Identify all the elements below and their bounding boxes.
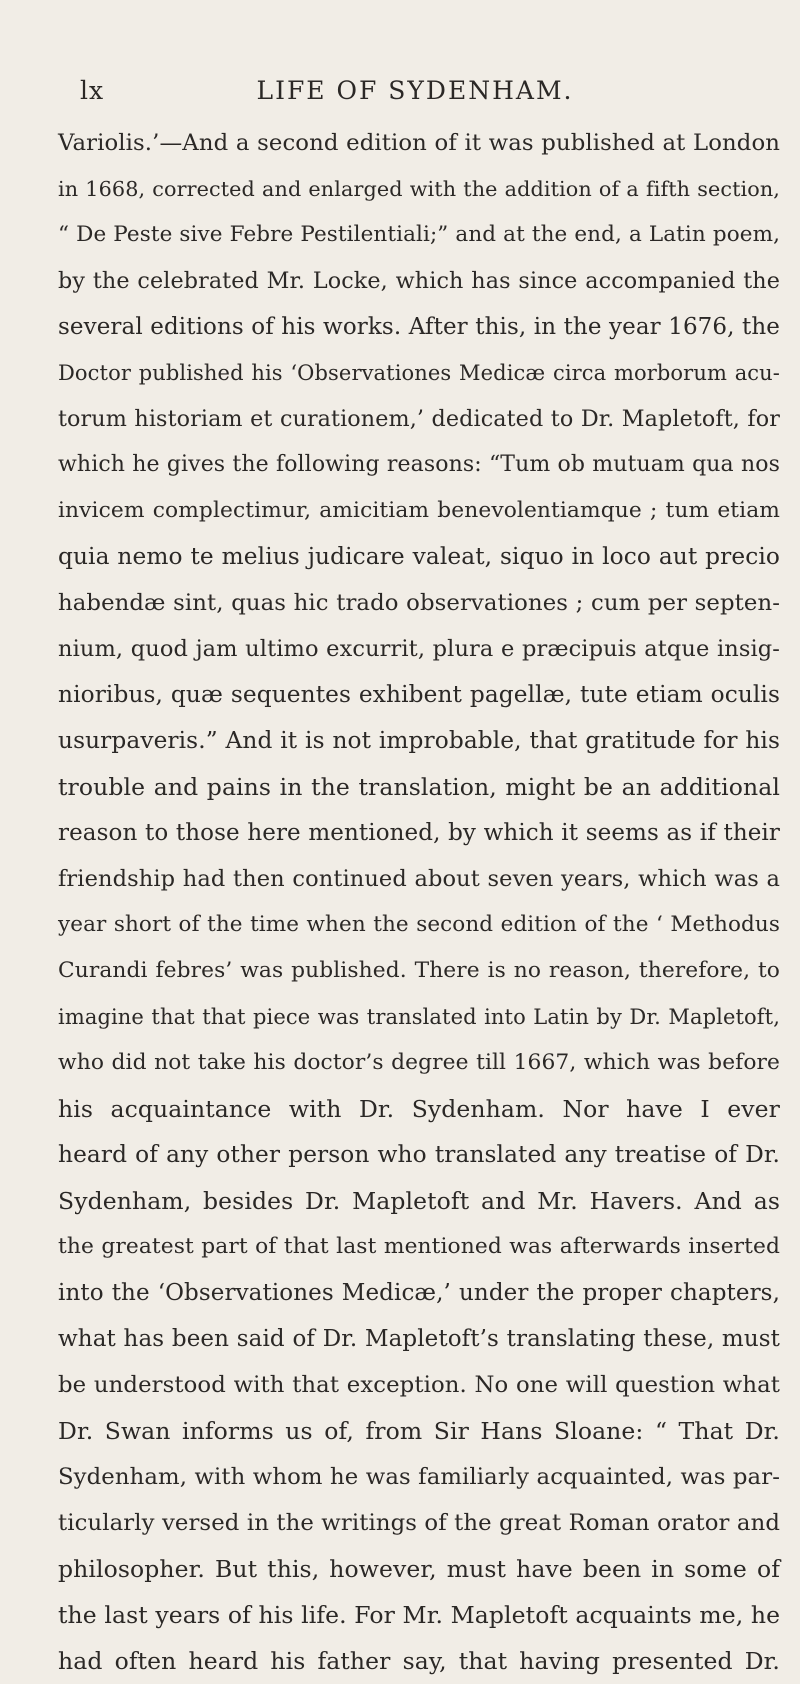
text-line: habendæ sint, quas hic trado observationes ; cum per septen- (58, 590, 780, 616)
text-line: be understood with that exception. No one will question what (58, 1372, 780, 1398)
text-line: Sydenham, besides Dr. Mapletoft and Mr. Havers. And as (58, 1187, 780, 1215)
text-line: nioribus, quæ sequentes exhibent pagellæ, tute etiam oculis (58, 681, 780, 708)
text-line: had often heard his father say, that having presented Dr. (58, 1647, 780, 1675)
text-line: his acquaintance with Dr. Sydenham. Nor have I ever (58, 1095, 780, 1123)
text-line: Doctor published his ‘Observationes Medicæ circa morborum acu- (58, 361, 780, 385)
text-line: quia nemo te melius judicare valeat, siquo in loco aut precio (58, 543, 780, 570)
text-line: which he gives the following reasons: “Tum ob mutuam qua nos (58, 452, 780, 477)
text-line: philosopher. But this, however, must have been in some of (58, 1555, 780, 1583)
running-head: LIFE OF SYDENHAM. (256, 76, 574, 105)
text-line: who did not take his doctor’s degree till 1667, which was before (58, 1050, 780, 1075)
text-line: reason to those here mentioned, by which it seems as if their (58, 820, 780, 846)
page-number: lx (80, 76, 105, 105)
text-line: “ De Peste sive Febre Pestilentiali;” and at the end, a Latin poem, (58, 222, 780, 247)
text-line: torum historiam et curationem,’ dedicated to Dr. Mapletoft, for (58, 406, 780, 432)
text-line: the last years of his life. For Mr. Mapletoft acquaints me, he (58, 1601, 781, 1629)
text-line: Sydenham, with whom he was familiarly acquainted, was par- (58, 1464, 780, 1490)
text-line: trouble and pains in the translation, might be an additional (58, 773, 780, 801)
text-line: in 1668, corrected and enlarged with the addition of a fifth section, (58, 177, 780, 201)
text-line: the greatest part of that last mentioned was afterwards inserted (58, 1234, 780, 1259)
text-line: friendship had then continued about seven years, which was a (58, 866, 780, 892)
text-line: into the ‘Observationes Medicæ,’ under the proper chapters, (58, 1280, 780, 1306)
body-text (58, 120, 780, 1684)
text-line: Curandi febres’ was published. There is no reason, therefore, to (58, 958, 780, 983)
text-line: by the celebrated Mr. Locke, which has since accompanied the (58, 268, 780, 294)
text-line: year short of the time when the second edition of the ‘ Methodus (58, 912, 780, 937)
text-line: ticularly versed in the writings of the great Roman orator and (58, 1510, 780, 1536)
text-line: imagine that that piece was translated into Latin by Dr. Mapletoft, (58, 1005, 780, 1029)
text-line: several editions of his works. After this, in the year 1676, the (58, 314, 780, 340)
text-line: usurpaveris.” And it is not improbable, that gratitude for his (58, 727, 780, 754)
text-line: heard of any other person who translated any treatise of Dr. (58, 1141, 780, 1168)
text-line: Dr. Swan informs us of, from Sir Hans Sloane: “ That Dr. (58, 1417, 780, 1445)
text-line: nium, quod jam ultimo excurrit, plura e præcipuis atque insig- (58, 636, 780, 662)
text-line: invicem complectimur, amicitiam benevolentiamque ; tum etiam (58, 498, 780, 523)
text-line: what has been said of Dr. Mapletoft’s translating these, must (58, 1326, 780, 1352)
page-header (0, 76, 800, 108)
text-line: Variolis.’—And a second edition of it was published at London (58, 130, 780, 156)
